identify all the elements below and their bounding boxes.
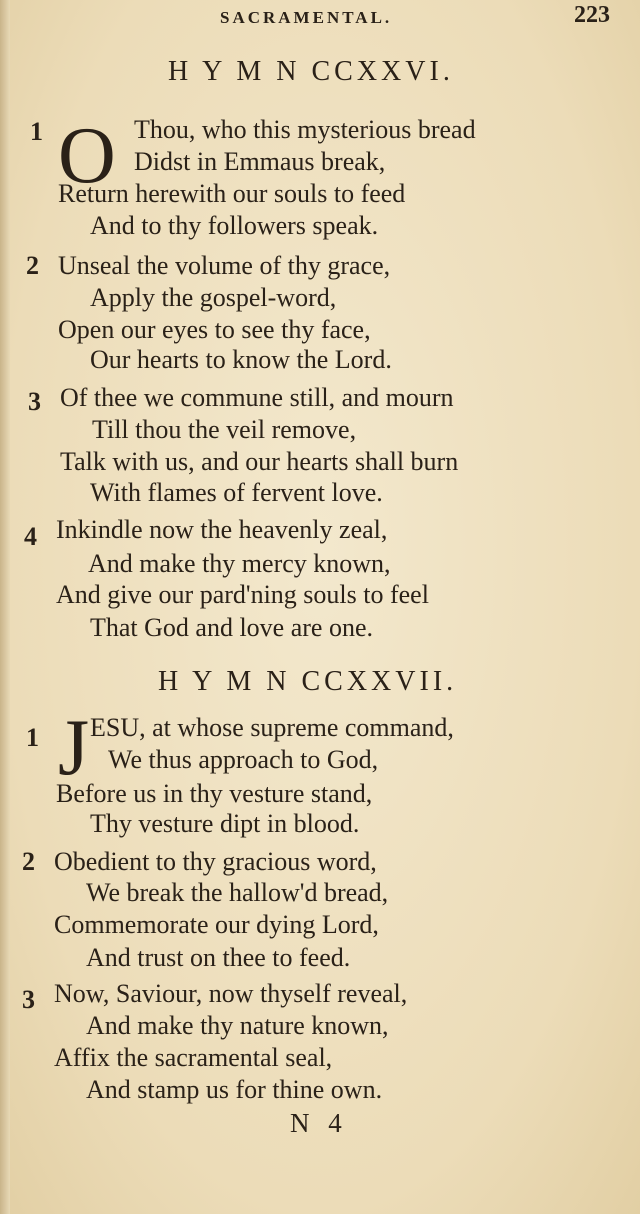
verse-line: With flames of fervent love. [90, 478, 383, 507]
verse-number: 1 [30, 117, 43, 146]
verse-line: Thou, who this mysterious bread [134, 115, 476, 144]
verse-line: Inkindle now the heavenly zeal, [56, 515, 388, 544]
verse-line: Open our eyes to see thy face, [58, 315, 371, 344]
hymn-title: H Y M N CCXXVI. [168, 56, 454, 87]
verse-line: Our hearts to know the Lord. [90, 345, 392, 374]
verse-line: Now, Saviour, now thyself reveal, [54, 979, 408, 1008]
verse-number: 4 [24, 522, 37, 551]
drop-cap: J [58, 704, 90, 792]
verse-line: And give our pard'ning souls to feel [56, 580, 429, 609]
verse-number: 2 [22, 847, 35, 876]
verse-line: Of thee we commune still, and mourn [60, 383, 454, 412]
hymn-title: H Y M N CCXXVII. [158, 666, 458, 697]
verse-line: And make thy mercy known, [88, 549, 391, 578]
verse-number: 2 [26, 251, 39, 280]
verse-line: And stamp us for thine own. [86, 1075, 383, 1104]
verse-line: Affix the sacramental seal, [54, 1043, 333, 1072]
drop-cap: O [58, 112, 116, 200]
verse-number: 1 [26, 723, 39, 752]
verse-line: Obedient to thy gracious word, [54, 847, 377, 876]
verse-number: 3 [22, 985, 35, 1014]
signature-mark: N 4 [290, 1108, 348, 1138]
verse-line: And make thy nature known, [86, 1011, 389, 1040]
verse-line: Thy vesture dipt in blood. [90, 809, 360, 838]
verse-line: Before us in thy vesture stand, [56, 779, 373, 808]
verse-line: That God and love are one. [90, 613, 374, 642]
verse-line: Didst in Emmaus break, [134, 147, 386, 176]
verse-line: Unseal the volume of thy grace, [58, 251, 391, 280]
verse-line: We break the hallow'd bread, [86, 878, 389, 907]
verse-line: Commemorate our dying Lord, [54, 910, 379, 939]
verse-line: Apply the gospel-word, [90, 283, 337, 312]
verse-line: And trust on thee to feed. [86, 943, 351, 972]
verse-line: Return herewith our souls to feed [58, 179, 406, 208]
verse-line: ESU, at whose supreme command, [90, 713, 454, 742]
verse-line: Talk with us, and our hearts shall burn [60, 447, 459, 476]
verse-line: And to thy followers speak. [90, 211, 379, 240]
verse-line: We thus approach to God, [108, 745, 379, 774]
running-title: SACRAMENTAL. [220, 8, 393, 27]
verse-line: Till thou the veil remove, [92, 415, 357, 444]
verse-number: 3 [28, 387, 41, 416]
page-gutter [0, 0, 10, 1214]
page-number: 223 [574, 2, 610, 28]
